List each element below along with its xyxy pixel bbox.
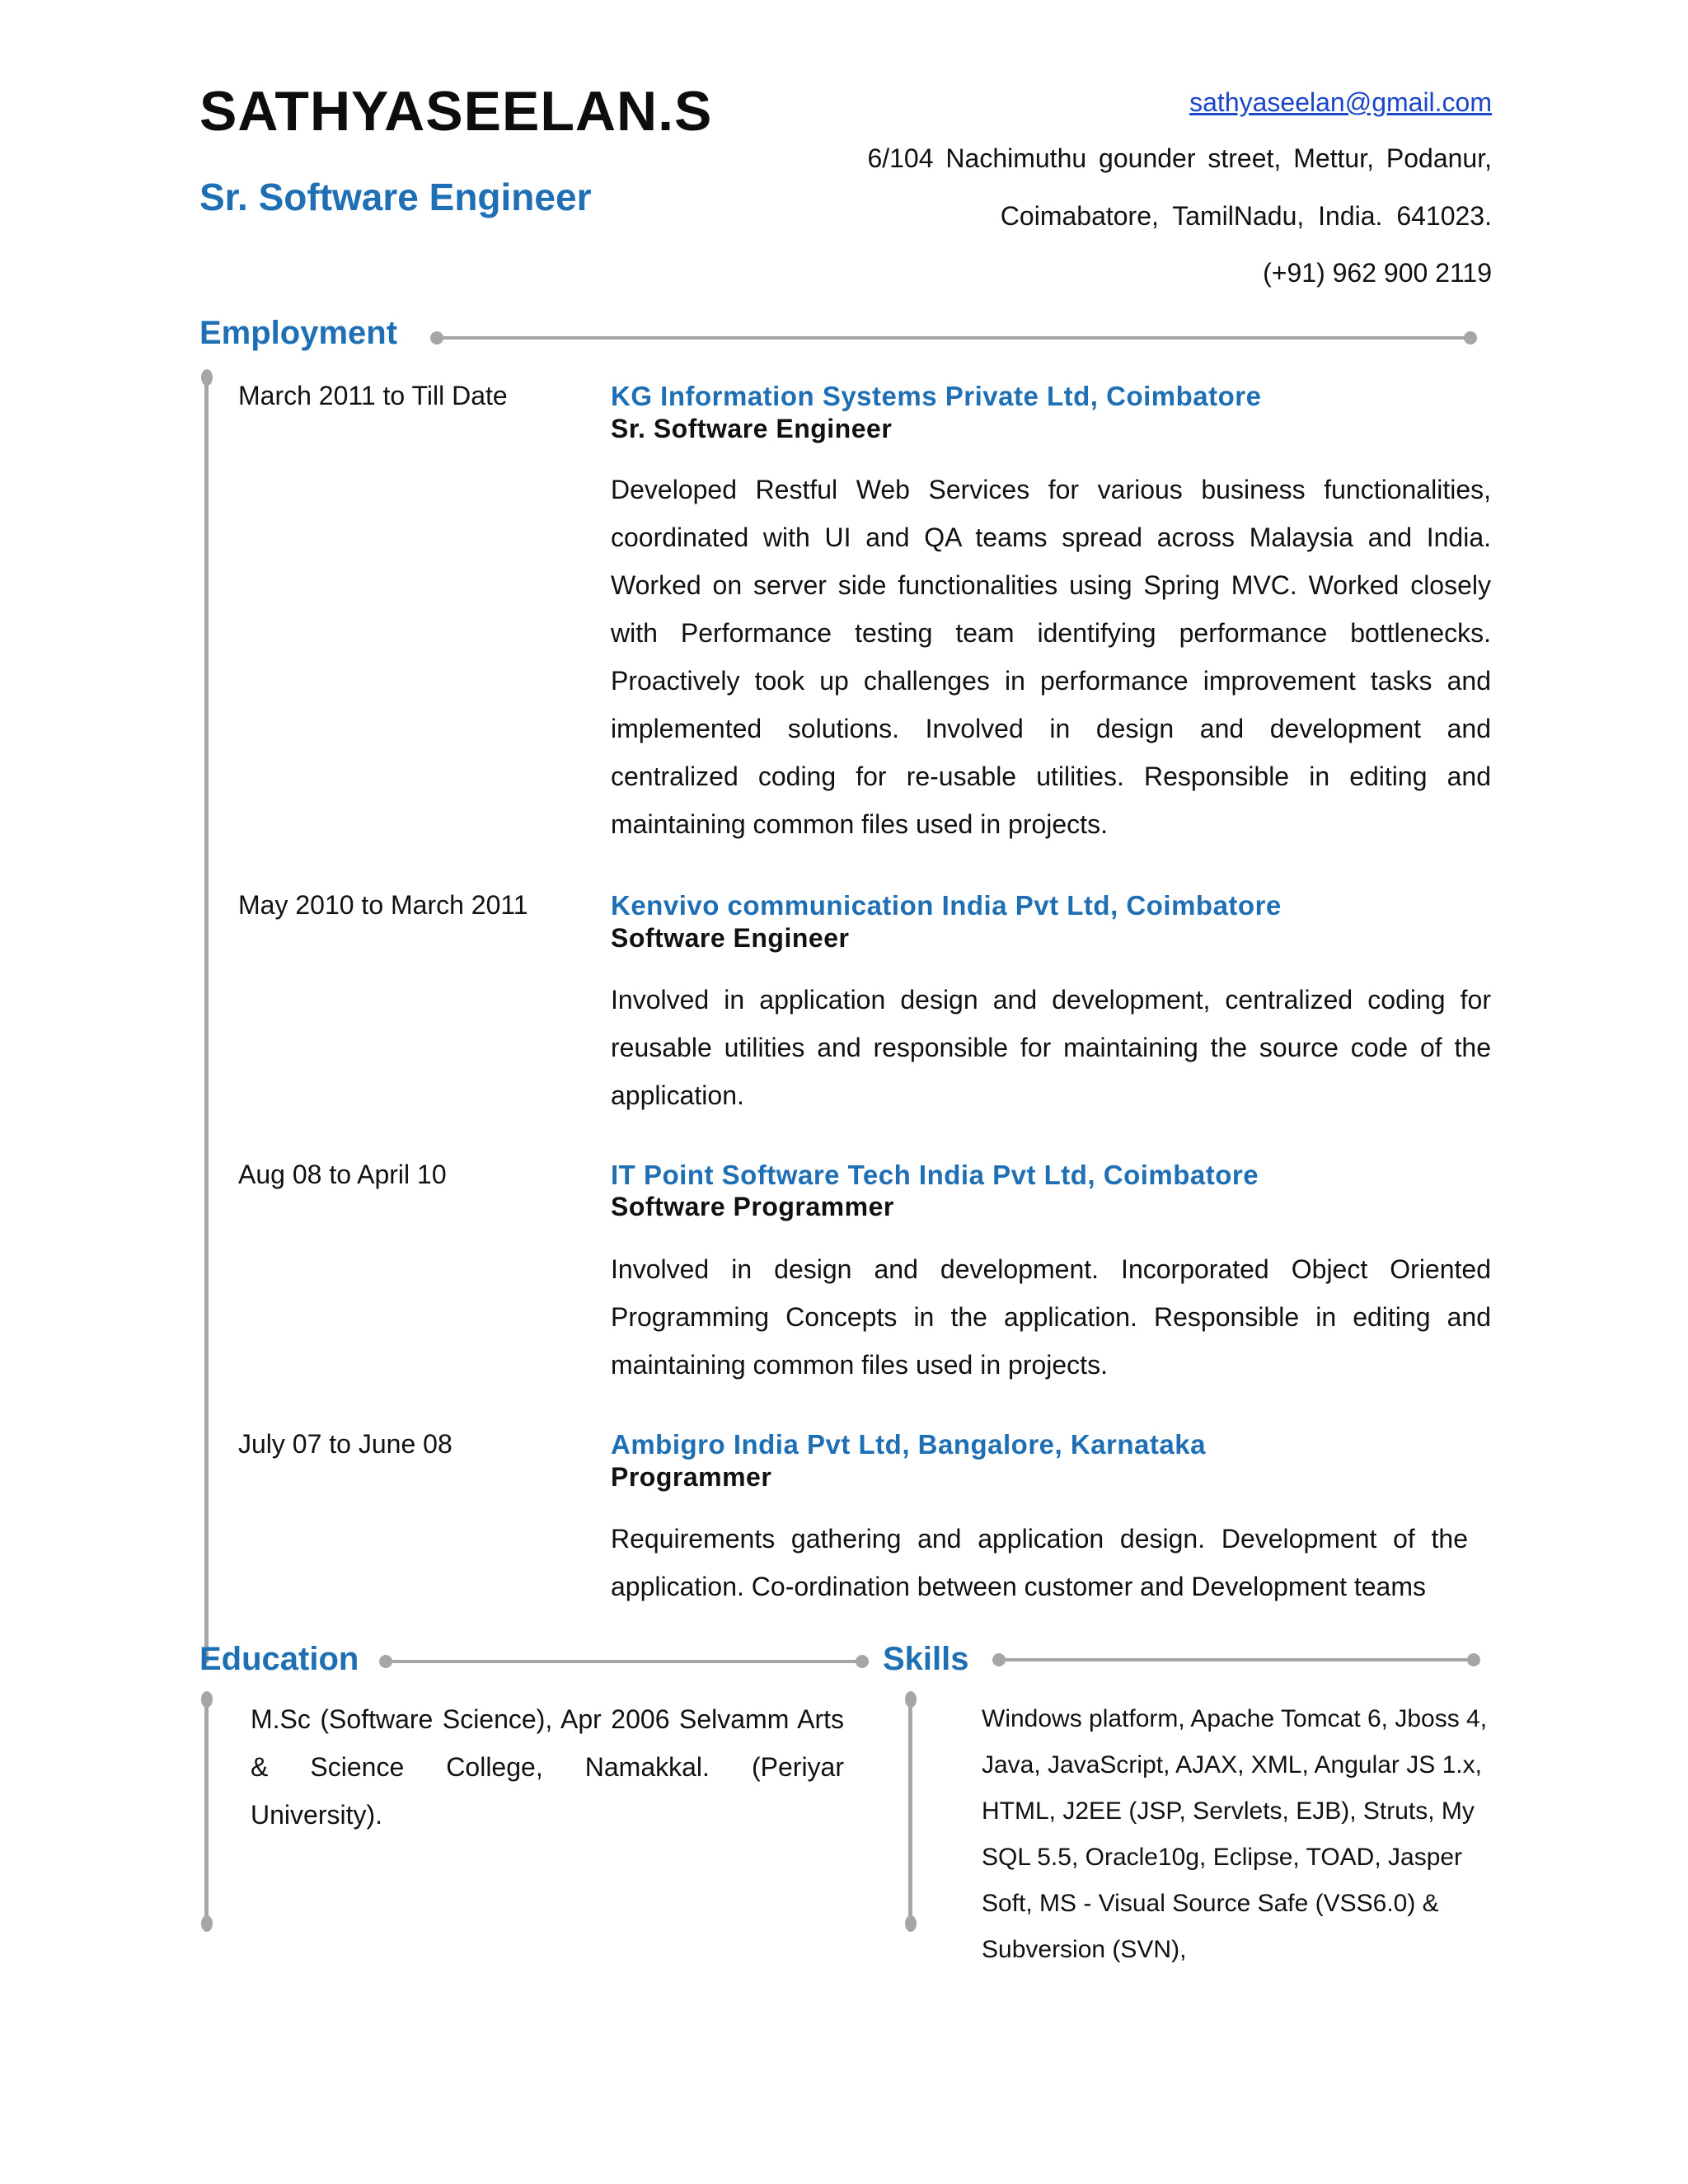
job-description: Involved in application design and development, centralized coding for reusable utilities and responsible for maintaining the source code of the application. — [611, 985, 1491, 1110]
education-heading: Education — [199, 1641, 359, 1677]
skills-timeline-end-dot — [905, 1915, 917, 1932]
candidate-role: Sr. Software Engineer — [199, 176, 592, 218]
education-rule-end-dot — [856, 1655, 869, 1668]
education-timeline — [204, 1699, 209, 1922]
education-rule — [386, 1660, 862, 1663]
job-title: Software Engineer — [611, 923, 850, 953]
address-line-1: 6/104 Nachimuthu gounder street, Mettur, Podanur, — [867, 143, 1492, 173]
email-link[interactable]: sathyaseelan@gmail.com — [1189, 87, 1492, 117]
job-company: Kenvivo communication India Pvt Ltd, Coimbatore — [611, 890, 1282, 921]
employment-timeline — [204, 377, 209, 1663]
skills-heading: Skills — [883, 1641, 969, 1677]
job-date: July 07 to June 08 — [238, 1429, 452, 1459]
job-date: March 2011 to Till Date — [238, 381, 508, 410]
job-title: Programmer — [611, 1462, 772, 1492]
job-title: Sr. Software Engineer — [611, 414, 893, 443]
job-company: Ambigro India Pvt Ltd, Bangalore, Karnataka — [611, 1429, 1206, 1460]
job-description: Involved in design and development. Incorporated Object Oriented Programming Concepts in the application. Responsible in editing and maintaining common files used in projects. — [611, 1254, 1491, 1380]
employment-rule-end-dot — [1464, 331, 1477, 344]
education-details: M.Sc (Software Science), Apr 2006 Selvamm Arts & Science College, Namakkal. (Periyar University). — [251, 1704, 844, 1830]
employment-heading: Employment — [199, 315, 398, 351]
education-timeline-end-dot — [201, 1915, 213, 1932]
job-description: Developed Restful Web Services for various business functionalities, coordinated with UI and QA teams spread across Malaysia and India. Worked on server side functionalities using Spring MVC. Worked closely with Performance testing team identifying performance bottlenecks. Proactively took up challenges in performance improvement tasks and implemented solutions. Involved in design and development and centralized coding for re-usable utilities. Responsible in editing and maintaining common files used in projects. — [611, 475, 1491, 839]
job-description: Requirements gathering and application design. Development of the application. Co-ordination between customer and Development teams — [611, 1524, 1468, 1601]
job-date: May 2010 to March 2011 — [238, 890, 528, 920]
job-title: Software Programmer — [611, 1192, 894, 1221]
skills-rule-end-dot — [1467, 1653, 1480, 1666]
address-line-2: Coimabatore, TamilNadu, India. 641023. — [1000, 201, 1492, 231]
job-date: Aug 08 to April 10 — [238, 1160, 447, 1189]
candidate-name: SATHYASEELAN.S — [199, 80, 713, 143]
job-company: IT Point Software Tech India Pvt Ltd, Coimbatore — [611, 1160, 1259, 1190]
phone-number: (+91) 962 900 2119 — [1263, 258, 1492, 288]
skills-list: Windows platform, Apache Tomcat 6, Jboss 4, Java, JavaScript, AJAX, XML, Angular JS 1.x, HTML, J2EE (JSP, Servlets, EJB), Struts, My SQL 5.5, Oracle10g, Eclipse, TOAD, Jasper Soft, MS - Visual Source Safe (VSS6.0) & Subversion (SVN), — [982, 1705, 1488, 1963]
employment-rule — [437, 336, 1470, 340]
skills-rule — [999, 1658, 1474, 1661]
skills-timeline — [908, 1699, 912, 1922]
job-company: KG Information Systems Private Ltd, Coimbatore — [611, 381, 1262, 411]
